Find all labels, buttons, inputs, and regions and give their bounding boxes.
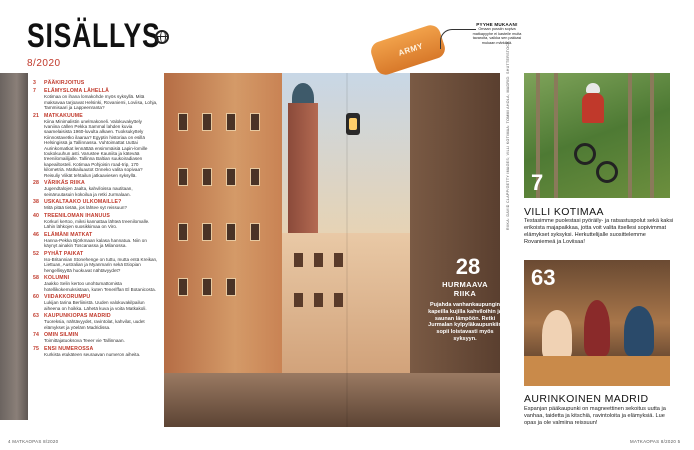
toc-description: Toimittajatuoksova Teeer vie Tallinnaan. (44, 338, 125, 344)
photo-table (524, 356, 670, 386)
toc-page-number: 7 (33, 88, 37, 95)
page-title: SISÄLLYS (27, 17, 161, 55)
story1-title: VILLI KOTIMAA (524, 206, 604, 218)
photo-cyclist (582, 93, 604, 123)
toc-page-number: 46 (33, 231, 40, 238)
toc-description: Jugendtalojen Jaalta, kahviloissa nautitaan, seinäruutasuin kokoilua ja retki Jurmalaan. (44, 186, 133, 197)
toc-entry (33, 199, 159, 210)
toc-title: MATKAKUUME (44, 112, 83, 119)
toc-description: Kiina Minimalistin unelmakoneli. Valokuvakyttely Ivaniina cällen Pekka Sammal lahden kuvia saamelaisista 1960-luvulta alkaen. Tuoksukyttely Kiinnostavetko ilaaraa? Egyptin historiaa on esillä Helsingissä ja Tallinnassa. Vuhtoimattat Uuttai Aurinkomatkat lennättää ensimmäisiä Lapin-lomille toukokuuhun asti. Varustee Kauniita ja kätevää treenilomailijalle. Tallinna Baltian suukoiradiasen kapeailtosteli. Kotimaa Pohjoisin road-trip, 170 kilometriä. Matkailuautot Onneko valita sopivaa? Reisuliy Viikät tehtailun jatkaaviesen syksyllä. (44, 118, 148, 178)
story2-number: 63 (531, 265, 556, 290)
toc-title: VIIDAKKORUMPU (44, 294, 91, 301)
spread-gutter (346, 73, 348, 427)
toc-entry (33, 275, 159, 292)
toc-description: Kotimaa on ihana lomakohde myös syksyllä. Mitä maksavaa tarjoavat Helsinki, Rovaniemi, Loviisa, Lohja, Tammisaari ja Lappeenranta? (44, 94, 158, 110)
story1-number: 7 (531, 170, 544, 195)
toc-entry (33, 213, 159, 230)
toc-entry (33, 294, 159, 311)
toc-page-number: 63 (33, 313, 40, 320)
toc-page-number: 60 (33, 294, 40, 301)
toc-entry (33, 80, 159, 86)
street-lamp-icon (346, 113, 360, 135)
photo-credits: RIIKA: DAVID CLAPP/GETTY IMAGES; VILLI KOTIMAA: TOMMI AHOLA; MADRID: SHUTTERSTOCK (506, 41, 510, 230)
toc-description: Tuoreksia, nähtävyydet, ravintolat, kahvilat, uudet elämykset ja yöeläm Madridissa. (44, 319, 145, 330)
product-callout (468, 22, 526, 45)
toc-entry (33, 332, 159, 343)
toc-title: ENSI NUMEROSSA (44, 345, 94, 352)
toc-title: USKALTAAKO ULKOMAILLE? (44, 199, 122, 206)
toc-title: ELÄMYSLOMA LÄHELLÄ (44, 88, 110, 95)
cyclist-forest-photo (524, 73, 670, 198)
center-story-title: HURMAAVA RIIKA (442, 280, 488, 298)
globe-icon (155, 30, 169, 44)
toc-description: Korkuri kertoo, miksi kannattaa lähteä treenilomalle. Lähin lähkojen suosikkimaa on Viro. (44, 218, 150, 230)
toc-description: Lukijan tarina Berliinistä. Uuden valokuvakilpailun aiheena on hoikka. Lähetä kuva ja voita Matkakoli. (44, 300, 147, 311)
footer-left: 4 MATKAOPAS 8/2020 (8, 439, 59, 444)
toc-entry-heading (33, 80, 159, 86)
toc-title: KOLUMNI (44, 275, 70, 282)
toc-entry (33, 313, 159, 330)
toc-entry (33, 88, 159, 110)
photo-cyclist-helmet (586, 83, 600, 93)
toc-page-number: 75 (33, 345, 40, 352)
left-edge-photo (0, 73, 28, 420)
toc-title: KAUPUNKIOPAS MADRID (44, 313, 111, 320)
toc-entry (33, 232, 159, 249)
center-story-text: Pujahda vanhankaupungin kapeilla kujilla kahviloihin ja saunan lämpöön. Retki Jurmalan kylpyläkaupunkiin sopii loistavasti myös syksyyn. (428, 302, 502, 342)
footer-right: MATKAOPAS 8/2020 5 (630, 439, 681, 444)
toc-description: Hanna-Pekka Björkmaan kalasa hannatua. Niin on käynyt ainakin Toscanassa ja Milanossa. (44, 237, 147, 249)
story1-text: Testasimme puolestasi pyöräily- ja ratsastuspolut sekä kaksi erikoista majapaikkaa, jotta voit valita itsellesi sopivimmat elämykset syksyksi. Herkuttelijalle suosittelemme Rovaniemeä ja Loviisaa! (524, 218, 674, 245)
callout-title: PYYHE MUKAAN! (476, 22, 518, 27)
toc-entry (33, 251, 159, 273)
table-of-contents (33, 80, 159, 359)
toc-title: TREENILOMAN IHANUUS (44, 212, 110, 219)
photo-cobblestone-street (164, 373, 500, 427)
callout-text: Omaan pussiin sopiva matkapyyhe ei kasteile muita tavaroita, vaikka sen pakkasi mukaan märkänä. (472, 27, 522, 45)
toc-page-number: 38 (33, 199, 40, 206)
riga-street-photo (164, 73, 500, 427)
toc-page-number: 40 (33, 212, 40, 219)
toc-description: Kurkista etukäteen seuraavan numeron aiheita. (44, 351, 141, 357)
story2-text: Espanjan pääkaupunki on magneettinen sekoitus uutta ja vanhaa, taidetta ja kitschiä, ravintoloita ja elämyksiä. Lue opas ja ole valmiina reissuun! (524, 406, 666, 426)
center-story-number: 28 (455, 254, 481, 279)
pouch-brand-label: ARMY (397, 41, 425, 58)
toc-entry (33, 180, 159, 197)
toc-page-number: 52 (33, 250, 40, 257)
toc-title: OMIN SILMIN (44, 332, 79, 339)
toc-description: Jaakko Selin kertoo unohtumattomista hotellikokemuksistaan, kuten Teneriffan El Botanicosta. (44, 281, 156, 292)
toc-page-number: 3 (33, 80, 37, 86)
toc-page-number: 21 (33, 112, 40, 119)
toc-entry (33, 113, 159, 178)
toc-description: Mitä pitää tietää, jos lähtee syt reissuun? (44, 205, 127, 211)
toc-title: PÄÄKIRJOITUS (44, 80, 85, 86)
toc-page-number: 58 (33, 275, 40, 282)
toc-title: PYHÄT PAIKAT (44, 250, 84, 257)
issue-number: 8/2020 (27, 58, 61, 69)
toc-title: ELÄMÄNI MATKAT (44, 231, 93, 238)
story2-title: AURINKOINEN MADRID (524, 393, 649, 405)
toc-description: Iso-Britannian Stonehenge on tuttu, mutta entä Kreikan, Liettuan, Australian ja Myanmarin sekä Etiopian hengellisyyttä huokuvat nähtävyydet? (44, 256, 158, 273)
toc-page-number: 28 (33, 180, 40, 187)
toc-title: VÄRIKÄS RIIKA (44, 180, 85, 187)
toc-entry (33, 346, 159, 357)
toc-page-number: 74 (33, 332, 40, 339)
